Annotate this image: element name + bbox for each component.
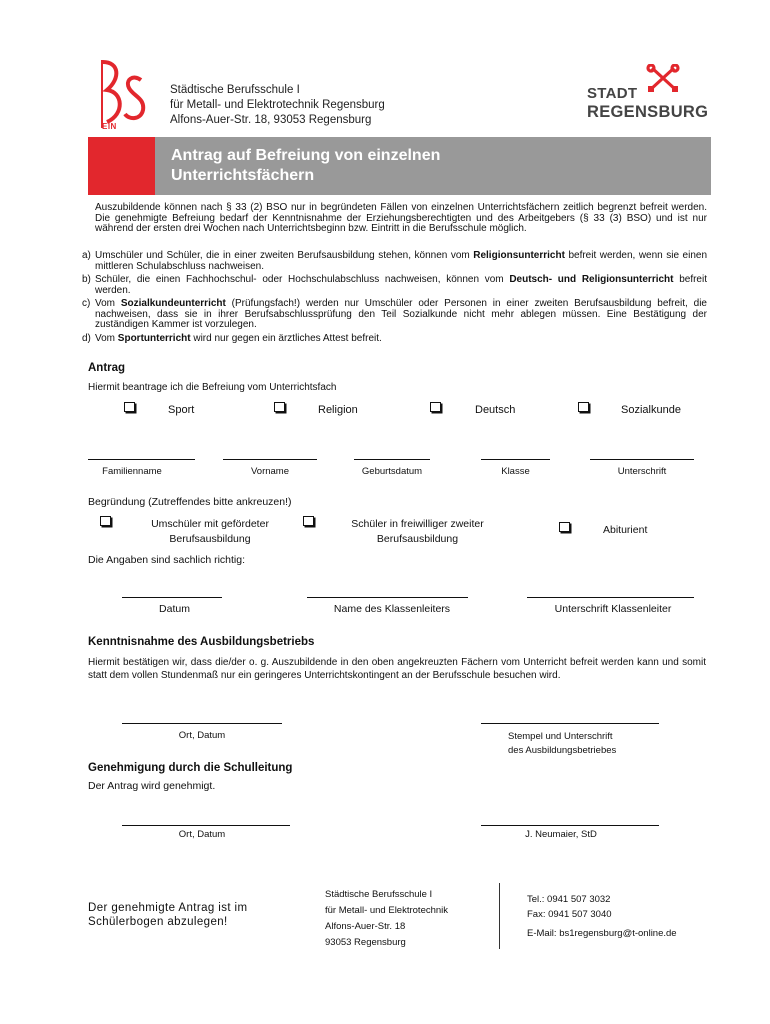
sig-caption-unterschrift-klassenleiter: Unterschrift Klassenleiter	[554, 603, 672, 615]
footer-address-line: 93053 Regensburg	[325, 937, 406, 948]
checkbox-zweite-ausbildung[interactable]	[303, 516, 314, 526]
schulleitung-text: Der Antrag wird genehmigt.	[88, 780, 216, 792]
rule-text: Vom	[95, 298, 121, 309]
reason-line: Schüler in freiwilliger zweiter	[351, 518, 484, 530]
city-keys-icon	[646, 64, 680, 94]
city-logo-line1: STADT	[587, 85, 638, 102]
confirm-label: Die Angaben sind sachlich richtig:	[88, 554, 246, 566]
list-item	[82, 334, 707, 345]
reason-label: Begründung (Zutreffendes bitte ankreuzen!)	[88, 496, 292, 508]
title-line: Antrag auf Befreiung von einzelnen	[171, 147, 441, 164]
subject-label-sozialkunde: Sozialkunde	[621, 404, 681, 416]
reason-line: Berufsausbildung	[376, 533, 459, 545]
sig-line-datum[interactable]	[122, 597, 222, 598]
subject-label-deutsch: Deutsch	[475, 404, 516, 416]
reason-umschueler	[135, 517, 285, 547]
footer-divider	[499, 883, 500, 949]
rule-text: befreit werden, wenn sie einen mittleren Schulabschluss nachweisen.	[95, 250, 708, 272]
subject-label-sport: Sport	[168, 404, 195, 416]
caption-line: Stempel und Unterschrift	[508, 731, 613, 742]
sig-line-klassenleiter[interactable]	[307, 597, 468, 598]
list-item-label: b)	[82, 274, 91, 285]
rule-text: befreit werden.	[95, 274, 707, 296]
title-line: Unterrichtsfächern	[171, 167, 315, 184]
betrieb-line-ort-datum[interactable]	[122, 723, 282, 724]
list-item	[82, 299, 707, 331]
betrieb-caption-ort-datum: Ort, Datum	[178, 730, 226, 741]
rule-text: (Prüfungsfach!) werden nur Umschüler oder Personen in einer zweiten Berufsausbildung befreit, die nachweisen, dass sie in ihrer Berufsabschlussprüfung den Teil Sozialkunde nicht mehr ablegen müssen. Eine Bestätigung der zuständigen Kammer ist vorzulegen.	[95, 298, 707, 330]
rule-bold: Sozialkundeunterricht	[120, 298, 226, 309]
footer-tel: Tel.: 0941 507 3032	[527, 894, 611, 905]
rule-text: Vom	[95, 332, 118, 344]
checkbox-sozialkunde[interactable]	[578, 402, 589, 412]
section-heading-schulleitung: Genehmigung durch die Schulleitung	[88, 762, 293, 774]
rule-text: Umschüler und Schüler, die in einer zweiten Berufsausbildung stehen, können vom	[95, 250, 474, 261]
rule-text: wird nur gegen ein ärztliches Attest befreit.	[190, 332, 382, 344]
field-line-geburtsdatum[interactable]	[354, 459, 430, 460]
field-caption-vorname: Vorname	[250, 466, 290, 477]
checkbox-abiturient[interactable]	[559, 522, 570, 532]
field-line-klasse[interactable]	[481, 459, 550, 460]
school-address	[170, 83, 385, 128]
footer-note	[88, 901, 248, 929]
field-line-vorname[interactable]	[223, 459, 317, 460]
antrag-intro: Hiermit beantrage ich die Befreiung vom Unterrichtsfach	[88, 382, 337, 393]
rule-bold: Religionsunterricht	[473, 250, 565, 261]
school-address-line: Alfons-Auer-Str. 18, 93053 Regensburg	[170, 114, 372, 126]
footer-address-line: für Metall- und Elektrotechnik	[325, 905, 449, 916]
caption-line: des Ausbildungsbetriebes	[508, 745, 617, 756]
rules-list	[82, 251, 707, 347]
reason-abiturient: Abiturient	[603, 524, 648, 536]
reason-zweite-ausbildung	[335, 517, 500, 547]
checkbox-umschueler[interactable]	[100, 516, 111, 526]
schulleitung-caption-ort-datum: Ort, Datum	[178, 829, 226, 840]
school-logo	[97, 58, 155, 136]
intro-paragraph: Auszubildende können nach § 33 (2) BSO nur in begründeten Fällen von einzelnen Unterrichtsfächern zeitlich begrenzt befreit werden. Die genehmigte Befreiung bedarf der Kenntnisnahme der Erziehungsberechtigten und des Arbeitgebers (§ 33 (3) BSO) und ist nur während der ersten drei Wochen nach Unterrichtsbeginn bzw. Eintritt in die Berufsschule möglich.	[95, 202, 707, 234]
reason-line: Umschüler mit gefördeter	[151, 518, 269, 530]
sig-caption-datum: Datum	[159, 603, 190, 615]
list-item	[82, 275, 707, 296]
sig-caption-klassenleiter: Name des Klassenleiters	[333, 603, 451, 615]
footer-address-line: Alfons-Auer-Str. 18	[325, 921, 406, 932]
field-line-unterschrift[interactable]	[590, 459, 694, 460]
rule-bold: Deutsch- und Religionsunterricht	[509, 274, 674, 285]
section-heading-antrag: Antrag	[88, 362, 126, 374]
list-item-label: d)	[82, 332, 91, 344]
schulleitung-caption-signature: J. Neumaier, StD	[525, 829, 597, 840]
logo-text: EIN	[102, 122, 117, 131]
list-item	[82, 251, 707, 272]
field-line-familienname[interactable]	[88, 459, 195, 460]
schulleitung-line-ort-datum[interactable]	[122, 825, 290, 826]
footer-address-line: Städtische Berufsschule I	[325, 889, 433, 900]
rule-text: Schüler, die einen Fachhochschul- oder Hochschulabschluss nachweisen, können vom	[95, 274, 510, 285]
footer-fax: Fax: 0941 507 3040	[527, 909, 612, 920]
field-caption-familienname: Familienname	[102, 466, 162, 477]
field-caption-unterschrift: Unterschrift	[617, 466, 667, 477]
document-title	[155, 137, 711, 195]
school-address-line: für Metall- und Elektrotechnik Regensburg	[170, 99, 385, 111]
school-address-line: Städtische Berufsschule I	[170, 84, 300, 96]
city-logo-line2: REGENSBURG	[587, 103, 709, 121]
schulleitung-line-signature[interactable]	[481, 825, 659, 826]
checkbox-sport[interactable]	[124, 402, 135, 412]
sig-line-unterschrift-klassenleiter[interactable]	[527, 597, 694, 598]
list-item-label: c)	[82, 298, 91, 309]
subject-label-religion: Religion	[318, 404, 358, 416]
footer-note-line: Der genehmigte Antrag ist im	[88, 902, 248, 914]
rule-bold: Sportunterricht	[117, 332, 191, 344]
checkbox-religion[interactable]	[274, 402, 285, 412]
betrieb-text: Hiermit bestätigen wir, dass die/der o. g. Auszubildende in den oben angekreuzten Fächern vom Unterricht befreit werden kann und somit statt dem vollen Stundenmaß nur ein geringeres Unterrichtskontingent an der Berufsschule besuchen wird.	[88, 657, 706, 681]
footer-note-line: Schülerbogen abzulegen!	[88, 916, 228, 928]
field-caption-geburtsdatum: Geburtsdatum	[361, 466, 423, 477]
reason-line: Berufsausbildung	[169, 533, 251, 545]
checkbox-deutsch[interactable]	[430, 402, 441, 412]
list-item-label: a)	[82, 250, 91, 261]
accent-block	[88, 137, 155, 195]
field-caption-klasse: Klasse	[501, 466, 530, 477]
footer-email: E-Mail: bs1regensburg@t-online.de	[527, 928, 677, 939]
section-heading-betrieb: Kenntnisnahme des Ausbildungsbetriebs	[88, 636, 315, 648]
betrieb-line-stempel[interactable]	[481, 723, 659, 724]
footer-address	[325, 887, 448, 951]
betrieb-caption-stempel	[508, 730, 616, 758]
footer-contact	[527, 892, 677, 941]
